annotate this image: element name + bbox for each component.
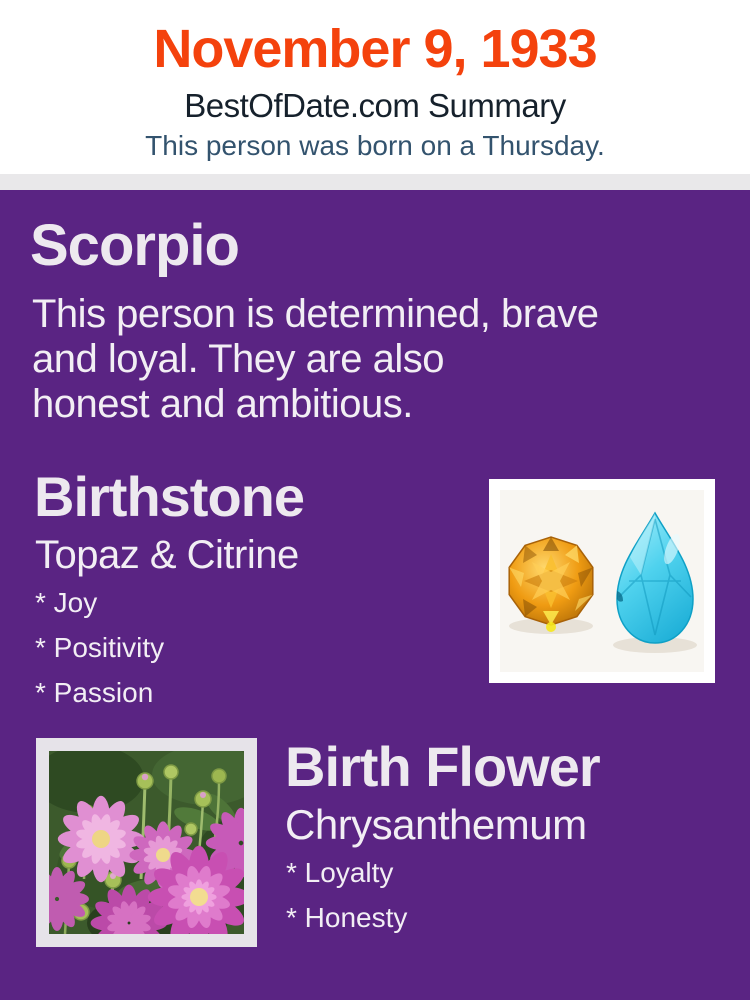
birthstone-heading: Birthstone (34, 465, 304, 528)
zodiac-sign-heading: Scorpio (30, 213, 239, 278)
birthstone-trait: * Positivity (35, 632, 165, 663)
weekday-statement: This person was born on a Thursday. (145, 130, 605, 161)
birthstone-trait: * Passion (35, 677, 154, 708)
zodiac-description-line: honest and ambitious. (32, 382, 413, 426)
zodiac-description-line: and loyal. They are also (32, 337, 444, 381)
zodiac-description-line: This person is determined, brave (32, 292, 599, 336)
birth-flower-trait: * Honesty (286, 902, 408, 933)
birth-flower-name: Chrysanthemum (285, 801, 587, 848)
header (0, 0, 750, 174)
birthstone-names: Topaz & Citrine (35, 533, 299, 577)
topaz-citrine-gems-image (489, 479, 715, 683)
birth-flower-trait: * Loyalty (286, 857, 394, 888)
chrysanthemum-image (49, 751, 244, 934)
birthstone-trait: * Joy (35, 587, 98, 618)
page-title-date: November 9, 1933 (153, 19, 597, 79)
header-divider-bar (0, 174, 750, 190)
birth-flower-photo (36, 738, 257, 947)
birthstone-photo (489, 479, 715, 683)
site-summary-title: BestOfDate.com Summary (184, 87, 566, 124)
birth-flower-heading: Birth Flower (285, 735, 600, 798)
main-section (0, 190, 750, 1000)
zodiac-description (32, 292, 599, 427)
